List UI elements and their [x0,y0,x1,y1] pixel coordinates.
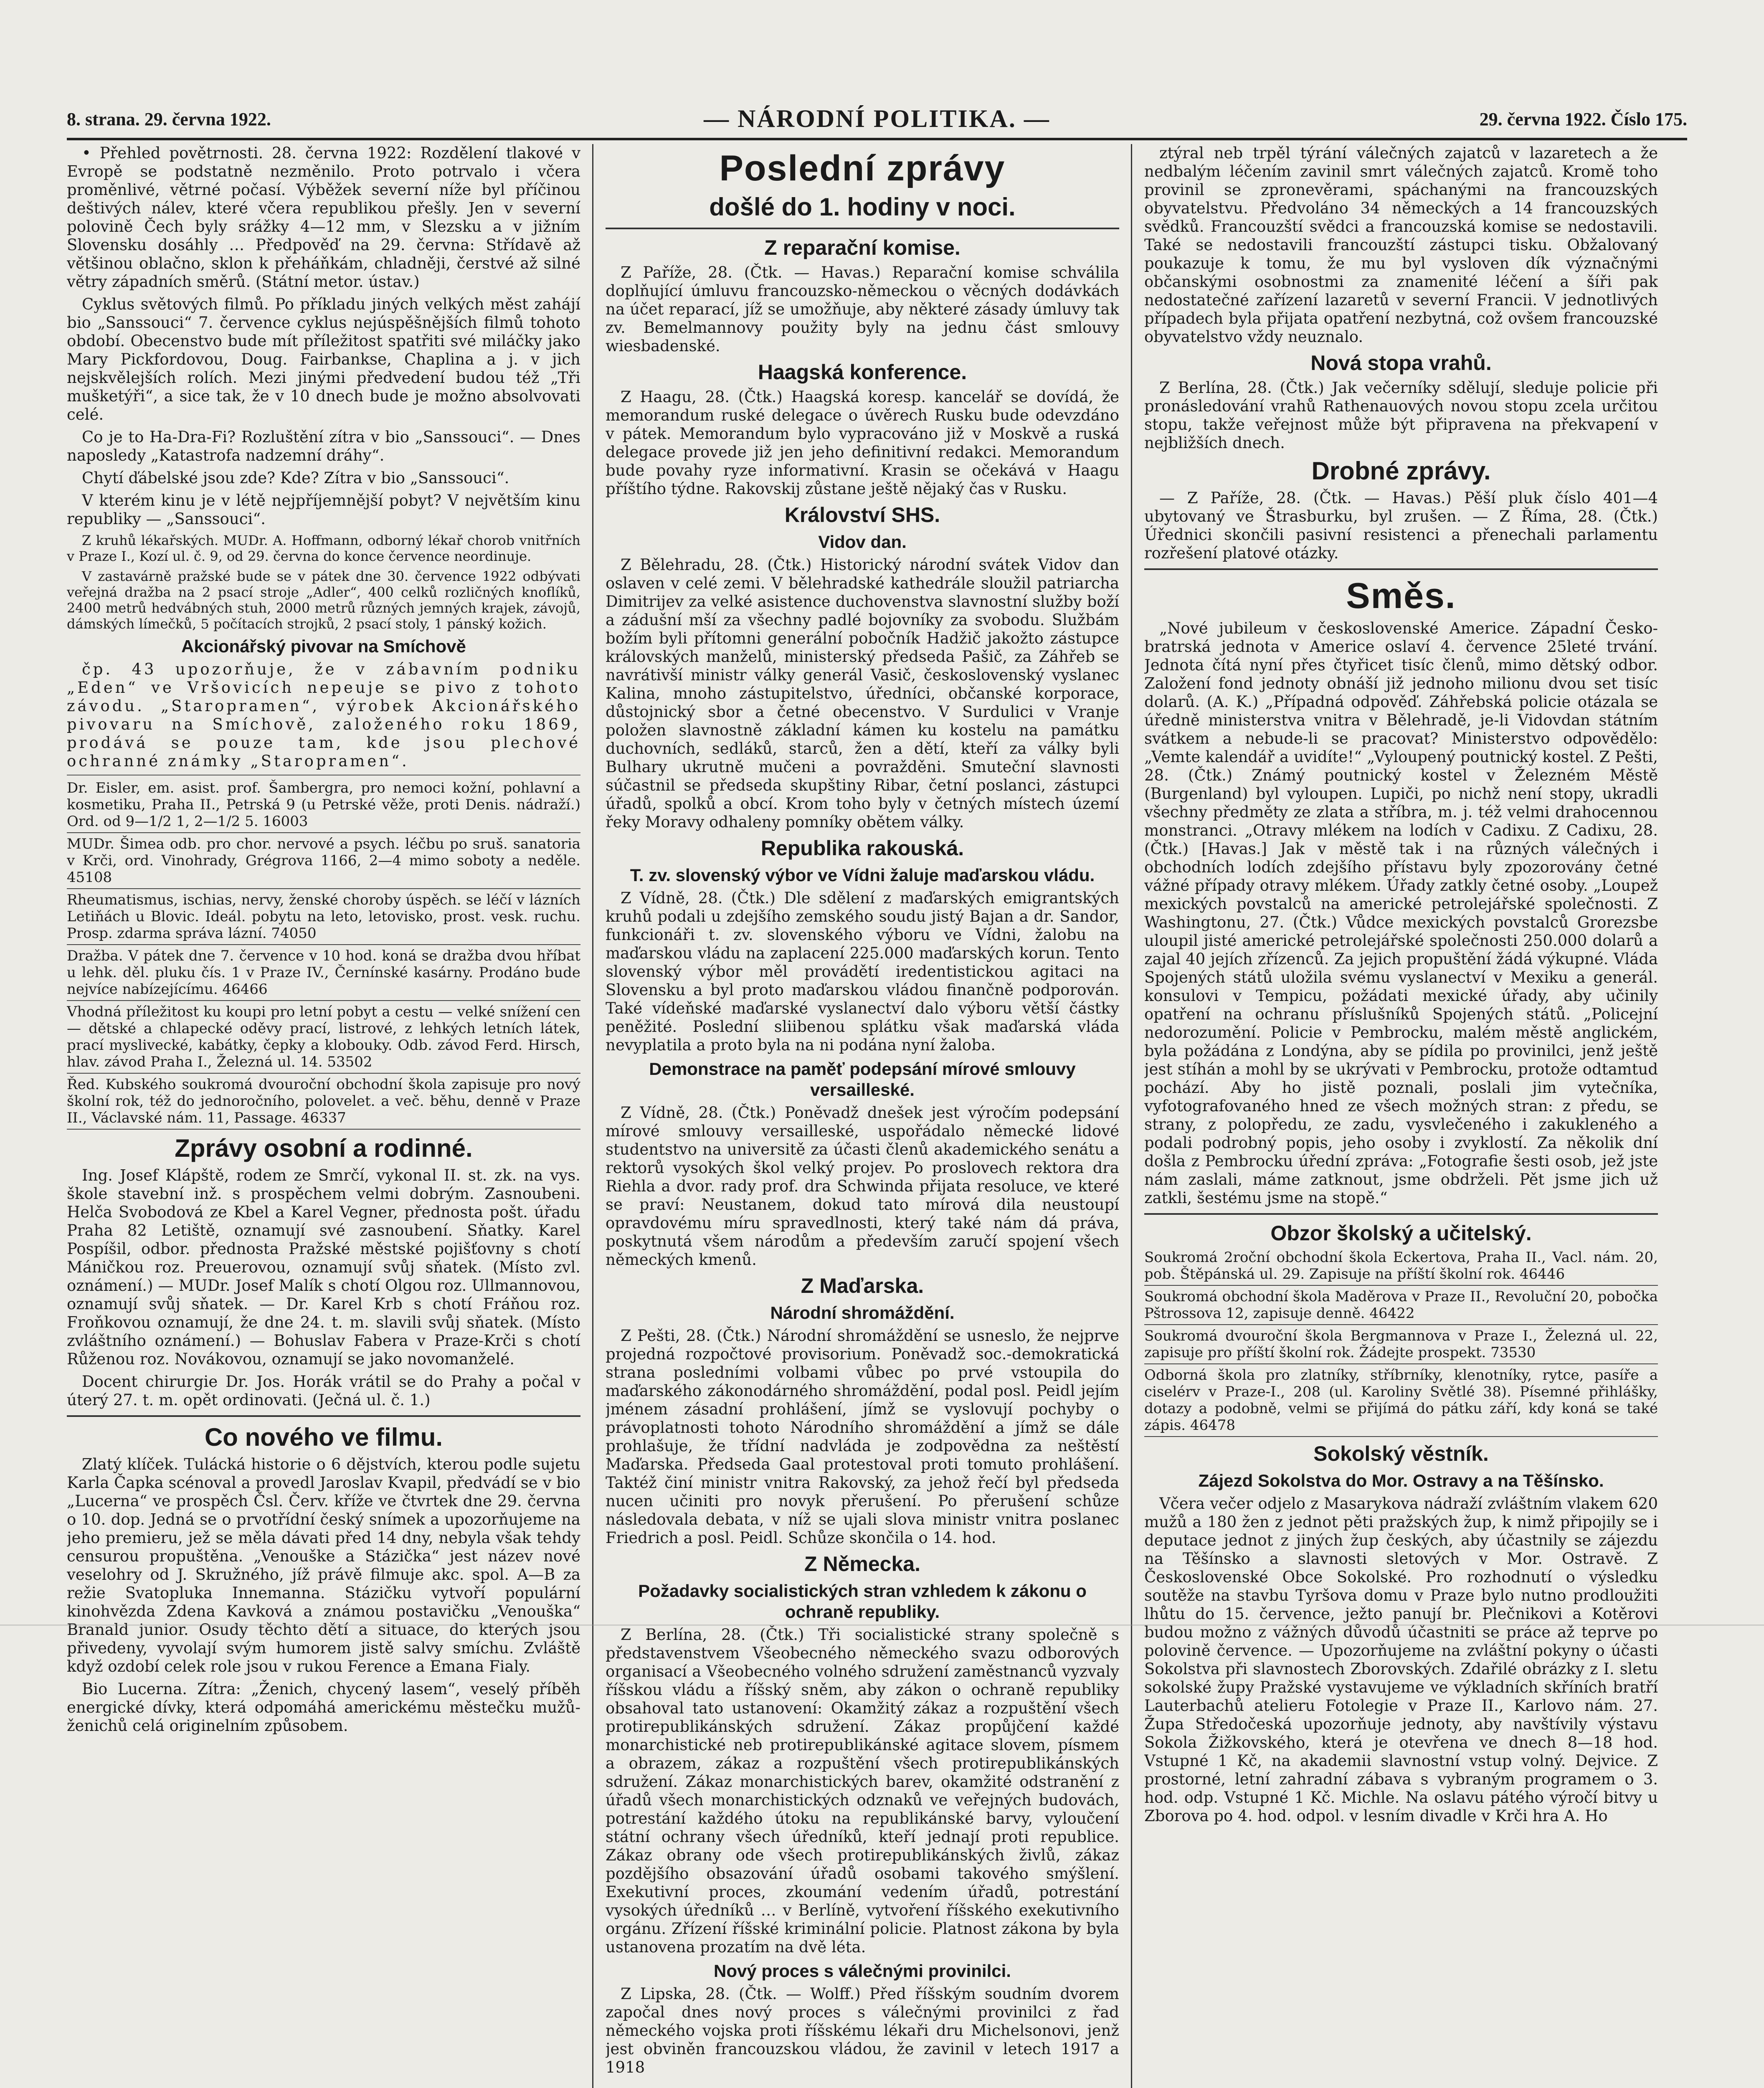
section-heading: Z Maďarska. [801,1274,924,1297]
school-ad: Odborná škola pro zlatníky, stříbrníky, klenotníky, rytce, pasíře a ciselérv v Praze-I., 208 (ul. Karoliny Světlé 38). Písemné přihlášky, dotazy a podobně, velmi se přijímá do pátku září, kdy koná se také zápis. 46478 [1144,1367,1658,1437]
section-subheading: Zájezd Sokolstva do Mor. Ostravy a na Těšínsko. [1198,1471,1604,1490]
docent-notice: Docent chirurgie Dr. Jos. Horák vrátil se do Prahy a počal v úterý 27. t. m. opět ordinovati. (Ječná ul. č. 1.) [67,1373,580,1409]
personal-news: Ing. Josef Klápště, rodem ze Smrčí, vykonal II. st. zk. na vys. škole stavební inž. s prospěchem velmi dobrým. Zasnoubeni. Helča Svobodová ze Kbel a Karel Vegner, přednosta pošt. úřadu Praha 82 Letiště, oznamují své zasnoubení. Sňatky. Karel Pospíšil, odbor. přednosta Pražské městské pojišťovny s chotí Máničkou roz. Preuerovou, oznamují svůj sňatek. (Místo zvl. oznámení.) — MUDr. Josef Malík s chotí Olgou roz. Ullmannovou, oznamují svůj sňatek. — Dr. Karel Krb s chotí Fráňou roz. Froňkovou oznamují, že dne 24. t. m. slavili svůj sňatek. (Místo zvláštního oznámení.) — Bohuslav Fabera v Praze-Krči s chotí Růženou roz. Novákovou, oznamují se jako novomanželé. [67,1166,580,1368]
section-heading: Z reparační komise. [764,236,961,259]
divider [1144,568,1658,570]
page-header [67,104,1687,140]
section-heading: Drobné zprávy. [1311,457,1491,485]
article-brewery: čp. 43 upozorňuje, že v zábavním podniku „Eden“ ve Vršovicích nepeuje se pivo z tohoto závodu. „Staropramen“, výrobek Akcionářského pivovaru na Smíchově, založeného roku 1869, prodává se pouze tam, kde jsou plechové ochranné známky „Staropramen“. [67,660,580,770]
section-heading: Z Německa. [804,1552,920,1576]
sokol-news: Včera večer odjelo z Masarykova nádraží zvláštním vlakem 620 mužů a 180 žen z jednot pěti pražských žup, k nimž připojily se i deputace jednot z jiných žup českých, aby účastnily se zájezdu na Těšínsko a slavnosti sletových v Mor. Ostravě. Z Československé Obce Sokolské. Pro rozhodnutí o výsledku soutěže na stavbu Tyršova domu v Praze bylo nutno prodloužiti lhůtu do 15. července, ježto panují br. Plečnikovi a Kotěrovi budou možno z vážných důvodů účastniti se práce až teprve po polovině července. — Upozorňujeme na zvláštní pokyny o účasti Sokolstva při slavnostech Zborovských. Zdařilé obrázky z I. sletu sokolské župy Pražské vystavujeme ve výkladních skříních bratří Lauterbachů atelieru Fotolegie v Praze II., Karlovo nám. 27. Župa Středočeská upozorňuje jednoty, aby navštívily výstavu Sokola Žižkovského, která je otevřena ve dnech 8—18 hod. Vstupné 1 Kč, na akademii slavnostní vstup volný. Dejvice. Z prostorné, letní zahradní zábava s vybraným programem o 3. hod. odp. Vstupné 1 Kč. Michle. Na oslavu pátého výročí bitvy u Zborova po 4. hod. odpol. v lesním divadle v Krči hra A. Ho [1144,1495,1658,1825]
article-devil: Chytí ďábelské jsou zde? Kde? Zítra v bio „Sanssouci“. [82,469,509,487]
latest-news-subtitle: došlé do 1. hodiny v noci. [709,193,1016,221]
column-left [67,144,580,2088]
column-rule [592,144,593,2088]
section-heading: Království SHS. [784,503,940,527]
news-item: Z Pešti, 28. (Čtk.) Národní shromáždění se usneslo, že nejprve projedná rozpočtové provisorium. Poněvadž soc.-demokratická strana posledními volbami vůbec po prvé vstoupila do maďarského zákonodárného shromáždění, podal posl. Peidl jejím jménem zásadní prohlášení, jímž se vyslovují pochyby o právoplatnosti tohoto Národního shromáždění a jímž se dále prohlašuje, že třídní nadvláda je zodpovědna za neštěstí Maďarska. Předseda Gaal protestoval proti tomuto prohlášení. Taktéž činí ministr vnitra Rakovský, za jehož řečí byl předseda nucen učiniti pro novyk přerušení. Po přerušení schůze následovala debata, v níž se ujali slova ministr vnitra poslanec Friedrich a posl. Peidl. Schůze skončila o 14. hod. [606,1327,1119,1547]
news-item: Z Paříže, 28. (Čtk. — Havas.) Reparační komise schválila doplňující úmluvu francouzsko-německou o věcných dodávkách na účet reparací, jíž se umožňuje, aby některé zásady úmluvy tak zv. Bemelmannovy použity byly na jednu část smlouvy wiesbadenské. [606,264,1119,355]
section-subheading: T. zv. slovenský výbor ve Vídni žaluje maďarskou vládu. [630,865,1095,885]
weather-report: • Přehled povětrnosti. 28. června 1922: Rozdělení tlakové v Evropě se podstatně nezměnilo. Proto potrvalo i včera proměnlivé, větrné počasí. Výběžek severní níže byl příčinou deštivých nálev, které včera republikou přešly. Jen v severní polovině Čech byly srážky 4—12 mm, v Slezsku a v jižním Slovensku dosáhly … Předpověď na 29. června: Střídavě až většinou oblačno, sklon k přeháňkám, chladněji, čerstvé až silné větry západních směrů. (Státní metor. ústav.) [67,144,580,291]
column-middle [606,144,1119,2088]
column-right [1144,144,1658,2088]
school-ad: Soukromá obchodní škola Maděrova v Praze II., Revoluční 20, pobočka Pštrossova 12, zapisuje denně. 46422 [1144,1288,1658,1325]
section-heading: Nová stopa vrahů. [1310,351,1492,375]
section-heading: Republika rakouská. [760,836,964,860]
section-subheading: Požadavky socialistických stran vzhledem k zákonu o ochraně republiky. [638,1581,1087,1622]
news-item: Z Berlína, 28. (Čtk.) Tři socialistické strany společně s představenstvem Všeobecného německého svazu odborových organisací a Všeobecného volného sdružení zaměstnanců vyzvaly říšskou vládu a říšský sněm, aby zákon o ochraně republiky obsahoval tato ustanovení: Okamžitý zákaz a rozpuštění všech protirepublikánských sdružení. Zákaz propůjčení každé monarchistické neb protirepublikánské agitace slovem, písmem a obrazem, zákaz a rozpuštění všech protirepublikánských sdružení. Zákaz monarchistických barev, okamžité odstranění z úřadů všech monarchistických odznaků ve veřejných budovách, potrestání každého útoku na republikánské barvy, vyloučení státní ochrany všech úředníků, kteří jednají proti republice. Zákaz obrany ode všech protirepublikánských živlů, zákaz pozdějšího obsazování úřadů osobami takového smýšlení. Exekutivní proces, zkoumání vedením úřadů, potrestání vysokých úředníků … v Berlíně, vytvoření říšského exekutivního orgánu. Zřízení říšské kriminální policie. Platnost zákona by byla ustanovena prozatím na dvě léta. [606,1626,1119,1956]
paper-fold-line [0,1624,1764,1626]
divider [67,1415,580,1417]
news-item: Z Bělehradu, 28. (Čtk.) Historický národní svátek Vidov dan oslaven v celé zemi. V bělehradské kathedrále sloužil patriarcha Dimitrijev za velké asistence duchovenstva slavnostní služby boží a zádušní mší za všechny padlé bojovníky za svobodu. Službám božím byli přítomni generální pobočník Hadžič jakožto zástupce královských manželů, ministerský předseda Pašič, za Záhřeb se navrátivší ministr války generál Vasič, československý vyslanec Kalina, mnoho zástupitelstvo, úředníci, občanské korporace, důstojnický sbor a četné obecenstvo. V Surdulici v Vranje položen slavnostně základní kámen ku kostelu na památku duchovních, sedláků, starců, žen a dětí, kteří za války byli Bulhary ukrutně mučeni a povražděni. Smuteční slavnosti súčastnil se předseda skupštiny Ribar, četní poslanci, zástupci úřadů, spolků a obcí. Krom toho byly v četných místech území řeky Moravy odhaleny pomníky obětem války. [606,556,1119,831]
news-item: Z Vídně, 28. (Čtk.) Poněvadž dnešek jest výročím podepsání mírové smlouvy versailleské, uspořádalo německé lidové studentstvo na universitě za účasti členů akademického senátu a rektorů vysokých škol velký projev. Po proslovech rektora dra Riehla a dvor. rady prof. dra Schwinda přijata resoluce, ve které se praví: Neustanem, dokud tato mírová dila neustoupí opravdovému míru spravedlnosti, který také nám dá práva, poskytnutá všem národům a především zaručí spojení všech německých kmenů. [606,1104,1119,1269]
page-number-date: 8. strana. 29. června 1922. [67,109,271,129]
section-heading: Sokolský věstník. [1313,1442,1489,1465]
article-auction: V zastavárně pražské bude se v pátek dne 30. července 1922 odbývati veřejná dražba na 2 psací stroje „Adler“, 400 celků rozličných knoflíků, 2400 metrů hedvábných stuh, 2000 metrů různých jemných krajek, závojů, dámských límečků, 5 počítacích strojků, 2 psací stoly, 1 pánský kožich. [67,568,580,632]
news-item: Z Vídně, 28. (Čtk.) Dle sdělení z maďarských emigrantských kruhů podali u zdejšího zemského soudu jistý Bajan a dr. Sandor, funkcionáři t. zv. slovenského výboru ve Vídni, žalobu na maďarskou vládu na zaplacení 225.000 maďarských korun. Tento slovenský výbor měl provádětí iredentistickou agitaci na Slovensku a byl proto maďarskou vládou finančně podporován. Také vídeňské maďarské vyslanectví dalo výboru větší částky peněžité. Poslední sliibenou splátku však maďarská vláda nevyplatila a proto byla na ni podána nyní žaloba. [606,889,1119,1054]
film-news-heading: Co nového ve filmu. [204,1423,443,1451]
section-subheading: Národní shromáždění. [770,1303,955,1323]
section-subheading: Nový proces s válečnými provinilci. [714,1961,1011,1981]
miscellany: „Nové jubileum v československé Americe. Západní Česko-bratrská jednota v Americe oslaví 4. července 25leté trvání. Jednota čítá nyní přes čtyřicet tisíc členů, mimo dětský odbor. Založení fond jednoty obnáší již jednoho milionu dvou set tisíc dolarů. (A. K.) „Případná odpověď. Záhřebská policie otázala se úředně ministerstva vnitra v Bělehradě, je-li Vidovdan státním svátkem a nebude-li se pracovat? Ministerstvo odpovědělo: „Vemte kalendář a uvidíte!“ „Vyloupený poutnický kostel. Z Pešti, 28. (Čtk.) Známý poutnický kostel v Železném Městě (Burgenland) byl vyloupen. Lupiči, po nichž není stopy, ukradli všechny předměty ze zlata a stříbra, m. j. též velmi drahocennou monstranci. „Otravy mlékem na lodích v Cadixu. Z Cadixu, 28. (Čtk.) [Havas.] Jak v městě tak i na různých válečných i obchodních lodích zdejšího přístavu byly zpozorovány četné vážné případy otravy mlékem. Úřady zatkly četné osoby. „Loupež mexických povstalců na americké petrolejářské společnosti. Z Washingtonu, 27. (Čtk.) Vůdce mexických povstalců Grorezsbe uloupil jisté americké petrolejářské společnosti 250.000 dolarů a zajal 40 jejích zřízenců. Za jejich propuštění žádá výkupné. Vláda Spojených států uložila svému vyslanectví v Mexiku a generál. konsulovi v Tempicu, požádati mexické úřady, aby učinily opatření na ochranu příslušníků Spojených států. „Policejní nedorozumění. Policie v Pembrocku, malém městě anglickém, byla požádána z Londýna, aby se pídila po provinilci, jenž ještě jest stíhán a mohl by se ukrývati v Pembrocku, protože odtamtud pochází. Aby ho jistě poznali, poslali jim vytečníka, vyfotografovaného hned ze všech možných stran: z předu, se strany, z polopředu, ze zadu, vysvlečeného i zakukleného a podali podrobný popis, jeho osoby i zvyklostí. Za několik dní došla z Pembrocku úřední zpráva: „Fotografie šesti osob, jež jste nám zaslali, máme zatknout, jsme obdrželi. Pět jsme jich už zatkli, šestému jsme na stopě.“ [1144,619,1658,1207]
school-ad: Soukromá 2roční obchodní škola Eckertova, Praha II., Vacl. nám. 20, pob. Štěpánská ul. 29. Zapisuje na příští školní rok. 46446 [1144,1249,1658,1286]
school-ad: Soukromá dvouroční škola Bergmannova v Praze I., Železná ul. 22, zapisuje pro příští školní rok. Žádejte prospekt. 73530 [1144,1328,1658,1364]
article-doctor: Z kruhů lékařských. MUDr. A. Hoffmann, odborný lékař chorob vnitřních v Praze I., Kozí ul. č. 9, od 29. června do konce července neordinuje. [67,532,580,564]
column-rule [1131,144,1132,2088]
news-item: Z Berlína, 28. (Čtk.) Jak večerníky sdělují, sleduje policie při pronásledování vrahů Rathenauových novou stopu zcela určitou stopu, takže veřejnost může být připravena na překvapení v nejbližších dnech. [1144,379,1658,452]
lucerna-notice: Bio Lucerna. Zítra: „Ženich, chycený lasem“, veselý příběh energické dívky, která odpomáhá americkému městečku mužů-ženichů celá originelním způsobem. [67,1680,580,1735]
article-hadrafi: Co je to Ha-Dra-Fi? Rozluštění zítra v bio „Sanssouci“. — Dnes naposledy „Katastrofa nadzemní dráhy“. [67,428,580,464]
section-heading: Směs. [1346,576,1456,616]
issue-number: 29. června 1922. Číslo 175. [1479,109,1687,129]
classified-ad: Řed. Kubského soukromá dvouroční obchodní škola zapisuje pro nový školní rok, též do jednoročního, polovelet. a več. běhu, denně v Praze II., Václavské nám. 11, Passage. 46337 [67,1076,580,1130]
masthead-title: — NÁRODNÍ POLITIKA. — [704,105,1050,132]
latest-news-title: Poslední zprávy [719,148,1006,188]
brewery-heading: Akcionářský pivovar na Smíchově [181,636,466,656]
classified-ad: Rheumatismus, ischias, nervy, ženské choroby úspěch. se léčí v lázních Letiňách u Blovic. Ideál. pobytu na leto, letovisko, prost. vesk. ruchu. Prosp. zdarma správa lázní. 74050 [67,892,580,945]
section-subheading: Demonstrace na paměť podepsání mírové smlouvy versailleské. [649,1059,1076,1100]
divider [606,228,1119,229]
divider [1144,1213,1658,1215]
section-heading: Haagská konference. [758,360,967,384]
personal-news-heading: Zprávy osobní a rodinné. [175,1134,473,1162]
section-subheading: Vidov dan. [818,532,907,552]
news-item: — Z Paříže, 28. (Čtk. — Havas.) Pěší pluk číslo 401—4 ubytovaný ve Štrasburku, byl zrušen. — Z Říma, 28. (Čtk.) Úřednici skončili pasivní resistenci a přenechali parlamentu rozřešení platové otázky. [1144,489,1658,562]
classified-ad: Dražba. V pátek dne 7. července v 10 hod. koná se dražba dvou hříbat u lehk. děl. pluku čís. 1 v Praze IV., Černínské kasárny. Prodáno bude nejvíce nabízejícímu. 46466 [67,948,580,1001]
news-item: Z Haagu, 28. (Čtk.) Haagská koresp. kancelář se dovídá, že memorandum ruské delegace o úvěrech Rusku bude odevzdáno v pátek. Memorandum bylo vypracováno již v Moskvě a ruská delegace provede již jen jeho definitivní redakci. Memorandum bude povahy ryze informativní. Krasin se očekává v Haagu příštího týdne. Rakovskij zůstane ještě nějaký čas v Rusku. [606,388,1119,498]
film-news: Zlatý klíček. Tulácká historie o 6 dějstvích, kterou podle sujetu Karla Čapka scénoval a provedl Jaroslav Kvapil, předvádí se v bio „Lucerna“ ve prospěch Čsl. Červ. kříže ve čtvrtek dne 29. června o 10. dop. Jedná se o prvotřídní český snímek a upozorňujeme na jeho premieru, jež se měla dávati před 14 dny, nebyla však tehdy censurou propuštěna. „Venouške a Stázička“ jest název nové veselohry od J. Skružného, jíž právě filmuje akc. spol. A—B za režie Svatopluka Innemanna. Stázičku vytvoří populární kinohvězda Zdena Kavková a známou postavičku „Venouška“ Branald junior. Osudy těchto dětí a situace, do kterých jsou přivedeny, vyvolají svým humorem jistě salvy smíchu. Zvláště když ozdobí celek role jsou v rukou Ference a Emana Fialy. [67,1455,580,1675]
news-item-continued: ztýral neb trpěl týrání válečných zajatců v lazaretech a že nedbalým léčením zavinil smrt válečných zajatců. Kromě toho provinil se zpronevěrami, spáchanými na francouzských obyvatelstvu. Předvoláno 34 německých a 14 francouzských svědků. Francouzští svědci a francouzská komise se nedostavili. Také se nedostavili francouzští zástupci tisku. Obžalovaný poukazuje k tomu, že mu byl vysloven dík význačnými občanskými osobnostmi za znamenité léčení a šíři pak nedostatečné zařízení lazaretů v severní Francii. V jednotlivých případech byla přijata opatření nezbytná, což ovšem francouzské obyvatelstvo vždy neuznalo. [1144,144,1658,346]
classified-ad: MUDr. Šimea odb. pro chor. nervové a psych. léčbu po sruš. sanatoria v Krči, ord. Vinohrady, Grégrova 1166, 2—4 mimo soboty a neděle. 45108 [67,836,580,889]
news-item: Z Lipska, 28. (Čtk. — Wolff.) Před říšským soudním dvorem započal dnes nový proces s válečnými provinilci z řad německého vojska proti říšskému lékaři dru Michelsonovi, jenž jest obviněn francouzskou vládou, že zavinil v letech 1917 a 1918 [606,1985,1119,2076]
classified-ad: Dr. Eisler, em. asist. prof. Šambergra, pro nemoci kožní, pohlavní a kosmetiku, Praha II., Petrská 9 (u Petrské věže, proti Denis. nádraží.) Ord. od 9—1/2 1, 2—1/2 5. 16003 [67,780,580,833]
article-cinema: V kterém kinu je v létě nejpříjemnější pobyt? V největším kinu republiky — „Sanssouci“. [67,492,580,528]
newspaper-page [67,104,1687,2088]
section-heading: Obzor školský a učitelský. [1270,1221,1532,1245]
article-film-cycle: Cyklus světových filmů. Po příkladu jiných velkých měst zahájí bio „Sanssouci“ 7. července cyklus nejúspěšnějších filmů tohoto období. Obecenstvo bude mít příležitost spatřiti své miláčky jako Mary Pickfordovou, Doug. Fairbankse, Chaplina a j. v jich nejskvělejších rolích. Mezi jinými předvedení budou též „Tři mušketýři“, a sice tak, že v 10 dnech bude je možno absolvovati celé. [67,295,580,423]
classified-ad: Vhodná příležitost ku koupi pro letní pobyt a cestu — velké snížení cen — dětské a chlapecké oděvy prací, listrové, z lehkých letních látek, prací myslivecké, kabátky, čepky a klobouky. Odb. závod Ferd. Hirsch, hlav. závod Praha I., Železná ul. 14. 53502 [67,1003,580,1074]
